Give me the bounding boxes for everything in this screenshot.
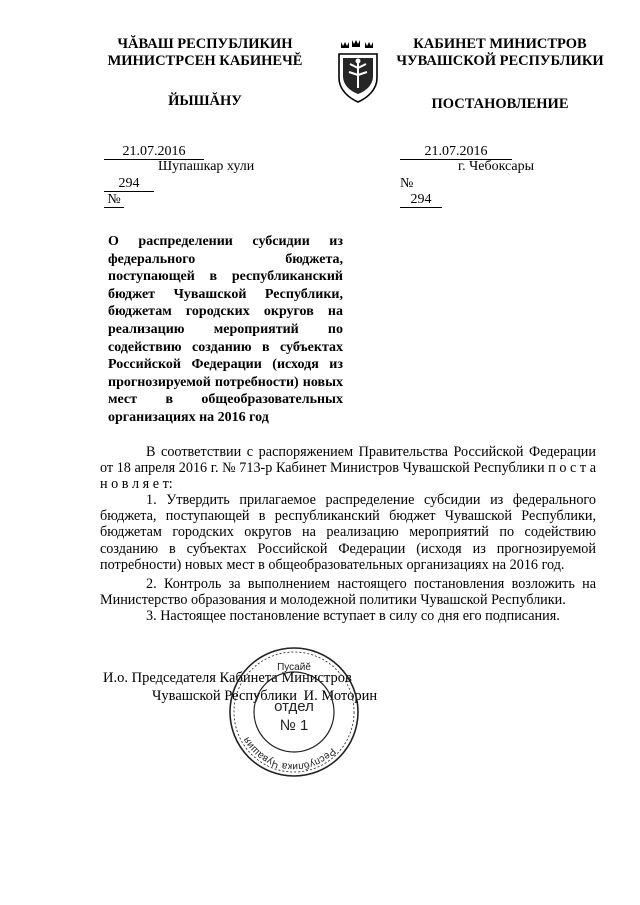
registration-right-no-sign: № bbox=[400, 176, 414, 191]
place-right: г. Чебоксары bbox=[458, 159, 535, 174]
stamp-ring-text: Республика Чувашия bbox=[241, 734, 338, 773]
body-intro: В соответствии с распоряжением Правительства Российской Федерации от 18 апреля 2016 г. № 713-р Кабинет Министров Чувашской Республики п о с т а н о в л я е т: bbox=[100, 444, 596, 493]
registration-right-date: 21.07.2016 bbox=[400, 144, 512, 160]
body-paragraph-2: 2. Контроль за выполнением настоящего постановления возложить на Министерство образования и молодежной политики Чувашской Республики. bbox=[100, 576, 596, 609]
header-left bbox=[100, 36, 310, 70]
header-right-line2: ЧУВАШСКОЙ РЕСПУБЛИКИ bbox=[396, 53, 604, 69]
stamp-top-arc: Пусайĕ bbox=[277, 662, 311, 673]
header-right bbox=[390, 36, 610, 70]
body-paragraph-3: 3. Настоящее постановление вступает в силу со дня его подписания. bbox=[146, 608, 560, 624]
stamp-center-line1: отдел bbox=[274, 698, 314, 715]
registration-left-number: 294 bbox=[104, 176, 154, 192]
registration-right-number: 294 bbox=[400, 192, 442, 208]
signature-position-line2: Чувашской Республики bbox=[152, 688, 298, 704]
doc-type-left: ЙЫШĂНУ bbox=[168, 93, 242, 109]
official-seal-icon bbox=[226, 644, 362, 780]
header-left-line2: МИНИСТРСЕН КАБИНЕЧĔ bbox=[107, 53, 303, 69]
header-right-line1: КАБИНЕТ МИНИСТРОВ bbox=[413, 36, 587, 52]
coat-of-arms-icon bbox=[333, 38, 383, 104]
header-left-line1: ЧĂВАШ РЕСПУБЛИКИН bbox=[117, 36, 293, 52]
doc-type-right: ПОСТАНОВЛЕНИЕ bbox=[431, 96, 569, 112]
stamp-center-line2: № 1 bbox=[279, 717, 309, 734]
document-subject: О распределении субсидии из федерального бюджета, поступающей в республиканский бюджет Чувашской Республики, бюджетам городских округов на реализацию мероприятий по содействию созданию в субъектах Российской Федерации (исходя из прогнозируемой потребности) новых мест в общеобразовательных организациях на 2016 год bbox=[108, 234, 343, 425]
registration-left-date: 21.07.2016 bbox=[104, 144, 204, 160]
signature-position-line1: И.о. Председателя Кабинета Министров bbox=[103, 670, 352, 686]
body-paragraph-1: 1. Утвердить прилагаемое распределение субсидии из федерального бюджета, поступающей в республиканский бюджет Чувашской Республики, бюджетам городских округов на реализацию мероприятий по содействию созданию в субъектах Российской Федерации (исходя из прогнозируемой потребности) новых мест в общеобразовательных организациях на 2016 год. bbox=[100, 492, 596, 573]
registration-left-no-sign: № bbox=[104, 192, 124, 208]
signer-name-text: И. Моторин bbox=[303, 688, 378, 704]
place-left: Шупашкар хули bbox=[158, 159, 255, 174]
